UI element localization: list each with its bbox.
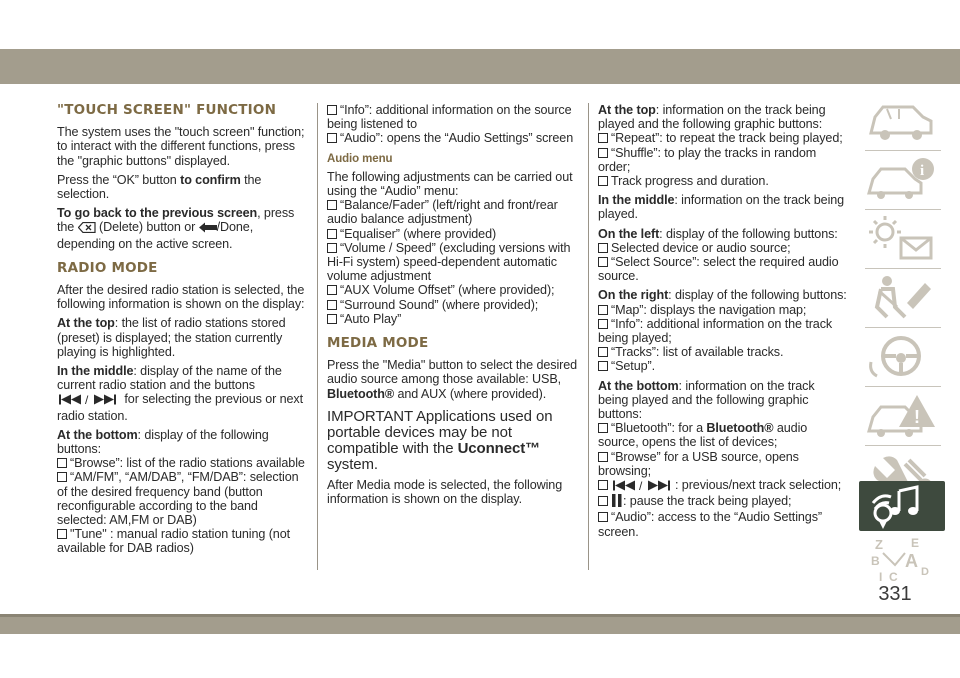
prev-next-icon — [57, 394, 121, 408]
column-left — [57, 103, 307, 556]
checkbox-icon — [57, 529, 67, 539]
paragraph: After the desired radio station is selected, the following information is shown on the display: — [57, 283, 305, 312]
sidebar-item-safety[interactable] — [859, 269, 945, 326]
list-item: “Tracks”: list of available tracks. — [598, 345, 848, 359]
column-right — [598, 103, 848, 539]
list-item: “Volume / Speed” (excluding versions with Hi-Fi system) speed-dependent automatic volume adjustment — [327, 240, 571, 284]
car-warning-icon — [865, 391, 939, 439]
sidebar-item-info[interactable] — [859, 151, 945, 208]
checkbox-icon — [327, 243, 337, 253]
sidebar-item-start[interactable] — [859, 328, 945, 385]
paragraph: Press the “OK” button to confirm the selection. — [57, 172, 262, 202]
svg-text:i: i — [920, 163, 925, 179]
paragraph: On the right: display of the following buttons: — [598, 288, 847, 303]
svg-text:!: ! — [914, 407, 920, 427]
paragraph: At the top: the list of radio stations stored (preset) is displayed; the station currently playing is highlighted. — [57, 316, 286, 359]
checkbox-icon — [327, 133, 337, 143]
list-item: “Shuffle”: to play the tracks in random order; — [598, 145, 817, 174]
list-item: : pause the track being played; — [598, 494, 848, 510]
list-item: “Info”: additional information on the source being listened to — [327, 103, 572, 132]
svg-text:C: C — [889, 570, 898, 583]
heading-audio-menu: Audio menu — [327, 152, 393, 165]
list-item: “Map”: displays the navigation map; — [598, 303, 848, 317]
checkbox-icon — [598, 512, 608, 522]
pause-icon — [611, 494, 623, 510]
car-dashboard-icon — [865, 95, 939, 143]
paragraph: In the middle: information on the track being played. — [598, 193, 845, 222]
svg-text:A: A — [905, 551, 918, 571]
list-item: “Audio”: opens the “Audio Settings” screen — [327, 131, 579, 145]
alphabetical-index-icon — [865, 535, 939, 583]
list-item: “Bluetooth”: for a Bluetooth® audio source, opens the list of devices; — [598, 421, 808, 450]
paragraph: At the bottom: information on the track being played and the following graphic buttons: — [598, 378, 815, 422]
list-item: “Browse”: list of the radio stations available — [57, 456, 307, 470]
checkbox-icon — [598, 347, 608, 357]
svg-text:/: / — [639, 480, 643, 492]
car-info-icon — [865, 155, 939, 203]
multimedia-icon — [865, 485, 939, 529]
paragraph: Press the "Media" button to select the desired audio source among those available: USB, Bluetooth® and AUX (where provided). — [327, 358, 578, 401]
column-divider — [588, 103, 589, 570]
sidebar-item-emergency[interactable] — [859, 387, 945, 444]
paragraph: The following adjustments can be carried out using the “Audio” menu: — [327, 169, 573, 199]
list-item: Track progress and duration. — [598, 174, 848, 188]
sidebar-item-multimedia[interactable] — [859, 481, 945, 531]
list-item: “Setup”. — [598, 359, 848, 373]
column-middle — [327, 103, 579, 511]
list-item: “Balance/Fader” (left/right and front/rear audio balance adjustment) — [327, 198, 558, 227]
checkbox-icon — [598, 480, 608, 490]
delete-icon — [78, 222, 96, 236]
svg-text:/: / — [85, 394, 89, 406]
paragraph: At the bottom: display of the following buttons: — [57, 427, 269, 457]
checkbox-icon — [327, 300, 337, 310]
checkbox-icon — [57, 472, 67, 482]
svg-text:I: I — [879, 570, 883, 583]
sidebar-item-dashboard[interactable] — [859, 91, 945, 148]
list-item: “Repeat”: to repeat the track being played; — [598, 131, 848, 145]
heading-media-mode: MEDIA MODE — [327, 335, 429, 352]
bottom-band-line — [0, 614, 960, 617]
paragraph: On the left: display of the following buttons: — [598, 226, 838, 241]
checkbox-icon — [598, 319, 608, 329]
steering-wheel-icon — [865, 332, 939, 380]
lights-message-icon — [865, 214, 939, 262]
paragraph: To go back to the previous screen, press the (Delete) button or /Done, depending on the active screen. — [57, 206, 295, 251]
checkbox-icon — [327, 285, 337, 295]
svg-text:B: B — [871, 554, 880, 568]
checkbox-icon — [598, 496, 608, 506]
checkbox-icon — [598, 133, 608, 143]
list-item: “AUX Volume Offset” (where provided); — [327, 283, 579, 297]
list-item: “AM/FM”, “AM/DAB”, “FM/DAB”: selection of the desired frequency band (button reconfigurable according to the band selected: AM,FM or DAB) — [57, 470, 299, 528]
checkbox-icon — [598, 423, 608, 433]
list-item: “Browse” for a USB source, opens browsing; — [598, 449, 799, 478]
checkbox-icon — [327, 105, 337, 115]
paragraph: In the middle: display of the name of the current radio station and the buttons / for selecting the previous or next radio station. — [57, 364, 304, 423]
bottom-band — [0, 614, 960, 634]
top-color-bar — [0, 49, 960, 84]
seatbelt-airbag-icon — [865, 273, 939, 321]
column-divider — [317, 103, 318, 570]
important-note: IMPORTANT Applications used on portable devices may be not compatible with the Uconnect™ system. — [327, 407, 553, 473]
page-number: 331 — [878, 583, 912, 605]
checkbox-icon — [598, 243, 608, 253]
checkbox-icon — [598, 305, 608, 315]
checkbox-icon — [327, 314, 337, 324]
list-item: / : previous/next track selection; — [598, 478, 848, 494]
list-item: “Auto Play” — [327, 312, 579, 326]
checkbox-icon — [327, 200, 337, 210]
list-item: "Tune" : manual radio station tuning (not available for DAB radios) — [57, 527, 290, 556]
checkbox-icon — [327, 229, 337, 239]
list-item: “Audio”: access to the “Audio Settings” screen. — [598, 510, 822, 539]
sidebar-item-lights[interactable] — [859, 210, 945, 267]
checkbox-icon — [598, 257, 608, 267]
heading-touch-screen: "TOUCH SCREEN" FUNCTION — [57, 102, 277, 118]
checkbox-icon — [598, 148, 608, 158]
checkbox-icon — [598, 452, 608, 462]
checkbox-icon — [57, 458, 67, 468]
list-item: “Info”: additional information on the track being played; — [598, 316, 833, 346]
list-item: “Select Source”: select the required audio source. — [598, 255, 839, 284]
list-item: Selected device or audio source; — [598, 241, 848, 255]
checkbox-icon — [598, 361, 608, 371]
svg-text:Z: Z — [875, 537, 883, 552]
list-item: “Equaliser” (where provided) — [327, 227, 579, 241]
checkbox-icon — [598, 176, 608, 186]
paragraph: After Media mode is selected, the following information is shown on the display. — [327, 477, 563, 507]
svg-text:D: D — [921, 566, 929, 578]
svg-text:E: E — [911, 536, 920, 550]
done-arrow-icon — [199, 222, 217, 236]
sidebar-item-index[interactable] — [859, 531, 945, 581]
top-band — [0, 0, 960, 84]
prev-next-icon — [611, 480, 675, 494]
paragraph: At the top: information on the track being played and the following graphic buttons: — [598, 103, 826, 132]
paragraph: The system uses the "touch screen" function; to interact with the different functions, press the "graphic buttons" displayed. — [57, 125, 305, 168]
heading-radio-mode: RADIO MODE — [57, 259, 158, 276]
list-item: “Surround Sound” (where provided); — [327, 298, 579, 312]
